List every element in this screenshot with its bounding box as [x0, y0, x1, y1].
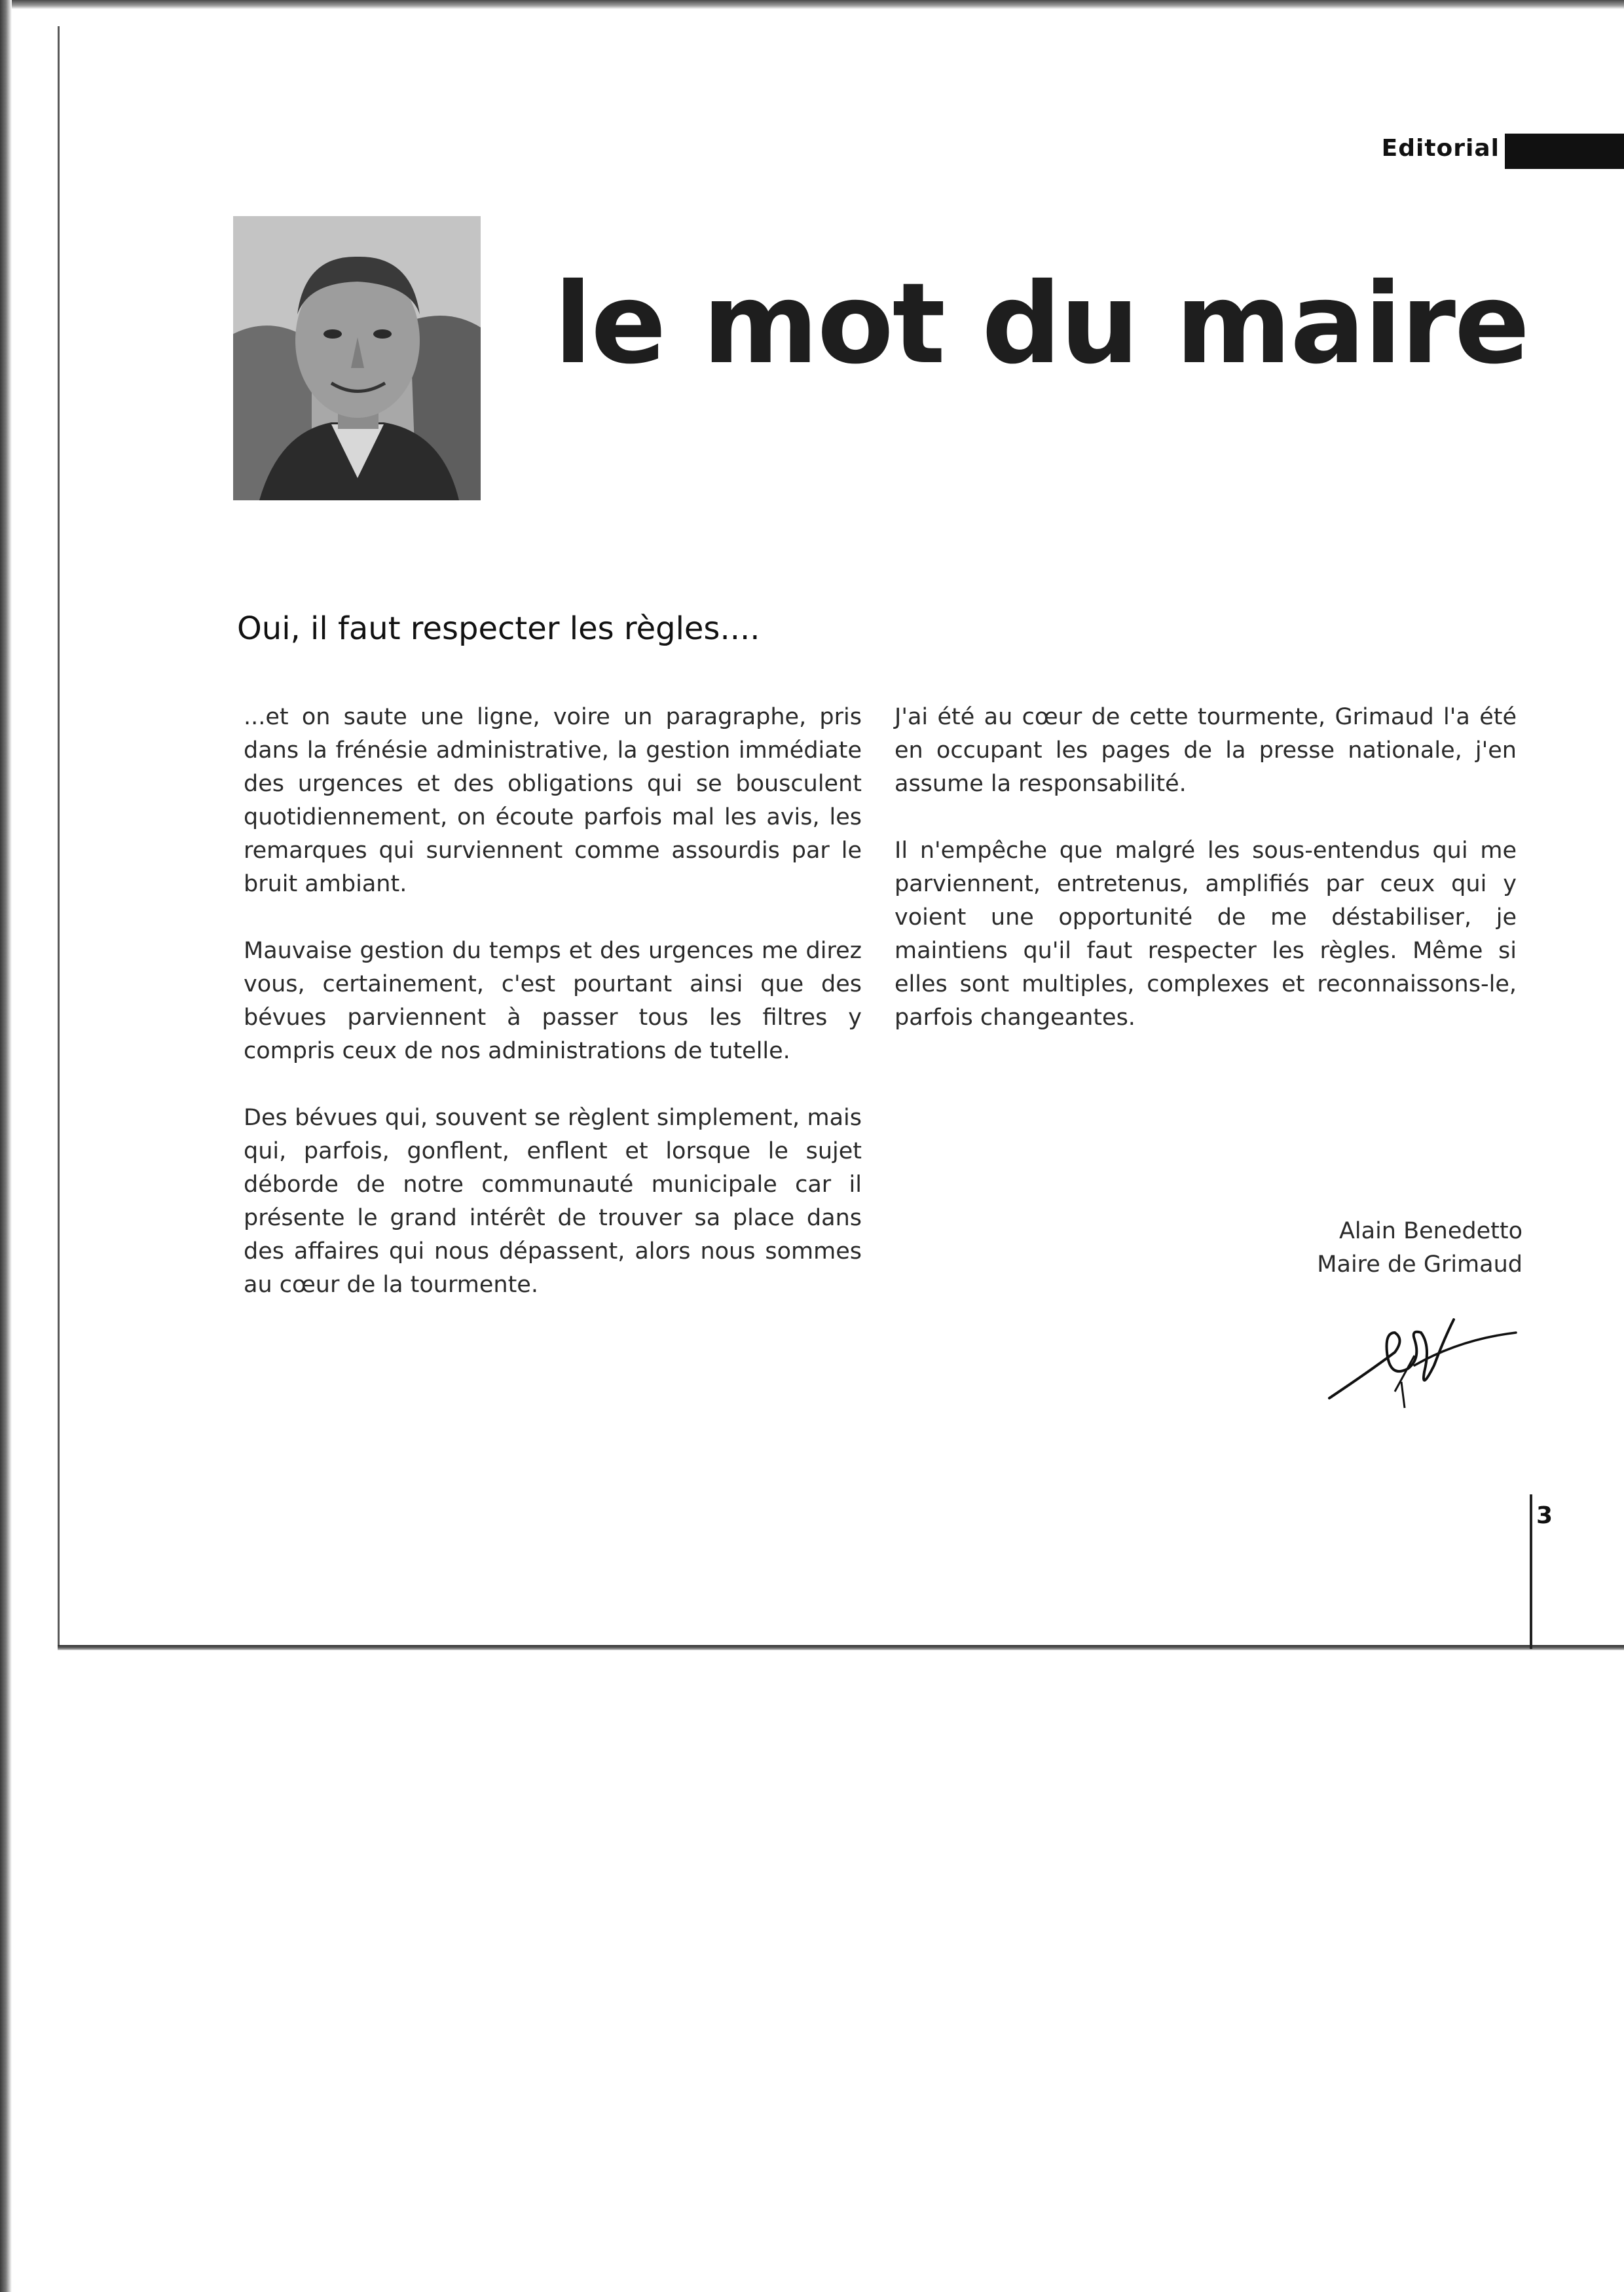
scan-top-edge — [0, 0, 1624, 9]
article-subtitle: Oui, il faut respecter les règles.... — [237, 610, 760, 647]
paragraph: Il n'empêche que malgré les sous-entendus qui me parviennent, entretenus, amplifiés par ceux qui y voient une opportunité de me déstabiliser, je maintiens qu'il faut respecter les règles. Même si elles sont multiples, complexes et reconnaissons-le, parfois changeantes. — [895, 838, 1517, 1031]
section-bar — [1505, 134, 1624, 169]
signature-icon — [1316, 1293, 1519, 1424]
page-number-rule — [1530, 1494, 1532, 1649]
page-title: le mot du maire — [554, 259, 1529, 389]
page-edge-bottom — [58, 1645, 1624, 1650]
article-column-left — [244, 701, 862, 1335]
scan-left-edge — [0, 0, 12, 2292]
paragraph: J'ai été au cœur de cette tourmente, Grimaud l'a été en occupant les pages de la presse nationale, j'en assume la responsabilité. — [895, 704, 1517, 797]
portrait-photo-icon — [233, 216, 481, 500]
paragraph: ...et on saute une ligne, voire un paragraphe, pris dans la frénésie administrative, la gestion immédiate des urgences et des obligations qui se bousculent quotidiennement, on écoute parfois mal les avis, les remarques qui surviennent comme assourdis par le bruit ambiant. — [244, 704, 862, 897]
author-block — [1317, 1215, 1522, 1282]
article-column-right — [895, 701, 1517, 1068]
paragraph: Mauvaise gestion du temps et des urgences me direz vous, certainement, c'est pourtant ainsi que des bévues parviennent à passer tous les filtres y compris ceux de nos administrations de tutelle. — [244, 938, 862, 1064]
page-edge-left — [58, 26, 60, 1647]
section-label: Editorial — [1381, 135, 1500, 162]
mayor-portrait — [233, 216, 481, 500]
page-number: 3 — [1536, 1502, 1553, 1529]
author-role: Maire de Grimaud — [1317, 1251, 1522, 1278]
paragraph: Des bévues qui, souvent se règlent simplement, mais qui, parfois, gonflent, enflent et lorsque le sujet déborde de notre communauté municipale car il présente le grand intérêt de trouver sa place dans des affaires qui nous dépassent, alors nous sommes au cœur de la tourmente. — [244, 1105, 862, 1298]
author-name: Alain Benedetto — [1338, 1218, 1522, 1244]
